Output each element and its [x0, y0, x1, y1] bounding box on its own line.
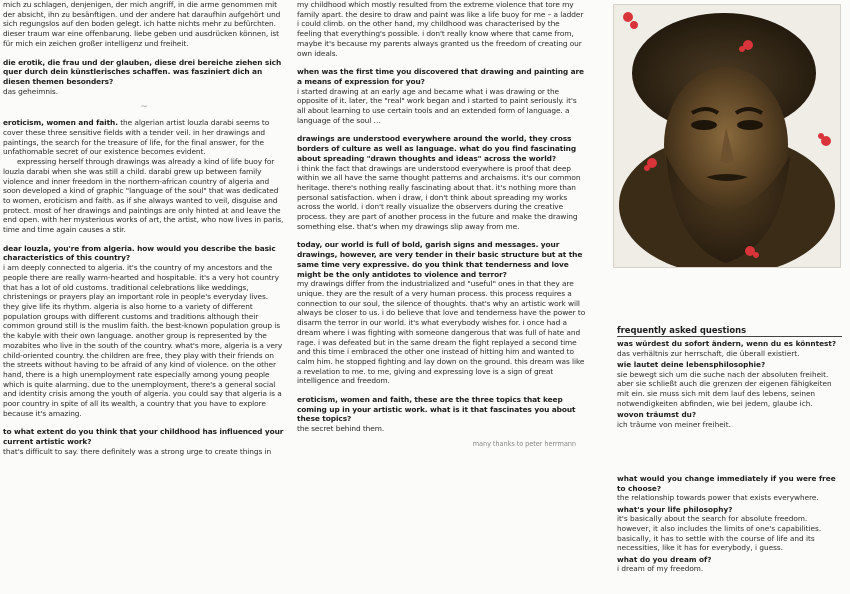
faq-en-question: what's your life philosophy?: [617, 504, 733, 514]
answer-1: i am deeply connected to algeria. it's the country of my ancestors and the people there are really warm-hearted and hospitable. it's a very hot country that has a lot of old customs. traditional celebrations like weddings, christenings or prayers play an important role in people's everyday lives. they give life its rhythm. algeria is also home to a variety of different population groups with different customs and traditions although their common ground still is the muslim faith. the best-known population group is the kabyle with their own language. another group is represented by the mozabites who live in the south of the country. what's more, algeria is a very child-oriented country. the children are free, they play with their friends on the streets without having to be afraid of any kind of violence. on the other hand, there is a high unemployment rate especially among young people which is quite alarming. due to the unemployment, there's a general social and identity crisis among the youth of algeria. you could say that algeria is a poor country in spite of all its wealth, a country that you have to explore because it's amazing.: [3, 263, 283, 418]
question-1: dear louzla, you're from algeria. how would you describe the basic characteristics of this country?: [3, 243, 276, 263]
faq-de-answer: sie bewegt sich um die suche nach der absoluten freiheit. aber sie schließt auch die grenzen der eigenen fähigkeiten mit ein. sie muss sich mit dem lauf des lebens, seinen notwendigkeiten abfinden, wie bei jedem, glaube ich.: [617, 369, 832, 408]
faq-de-item: [617, 410, 843, 429]
answer-6: the secret behind them.: [297, 424, 385, 434]
faq-en-item: [617, 474, 843, 503]
answer-4: i think the fact that drawings are understood everywhere is proof that deep within we all have the same thought patterns and archaisms. it's our common heritage. there's nothing really fascinating about that. it's nothing more than personal satisfaction. when i draw, i don't think about spreading my works across the world. i don't really visualize the observers during the creative process. they are part of another process in the future and make the drawing something else. that's when my drawings slip away from me.: [297, 163, 581, 231]
faq-en-question: what would you change immediately if you were free to choose?: [617, 474, 836, 493]
faq-de-item: [617, 360, 843, 408]
faq-en-answer: i dream of my freedom.: [617, 564, 704, 574]
question-2: to what extent do you think that your childhood has influenced your current artistic work?: [3, 427, 284, 447]
article-column-left: [3, 0, 285, 457]
artwork-portrait-image: [613, 4, 841, 268]
faq-de-question: wie lautet deine lebensphilosophie?: [617, 360, 766, 370]
lead-text: the algerian artist louzla darabi seems to cover these three sensitive fields with a tender veil. in her drawings and paintings, the search for the treasure of life, for the final answer, for the unfathomable secret of our existence becomes evident.: [3, 118, 270, 157]
lead-bold: eroticism, women and faith.: [3, 118, 118, 128]
question-5: today, our world is full of bold, garish signs and messages. your drawings, however, are very tender in their basic structure but at the same time very expressive. do you think that tenderness and love might be the only antidotes to violence and terror?: [297, 240, 583, 279]
answer-2-continued: my childhood which mostly resulted from the extreme violence that tore my family apart. the desire to draw and paint was like a life buoy for me – a ladder i could climb. on the other hand, my childhood was characterised by the feeling that everything's possible. i don't really know where that came from, maybe it's because my parents always granted us the freedom of creating our own ideals.: [297, 0, 584, 58]
question-6: eroticism, women and faith, these are the three topics that keep coming up in your artistic work. what is it that fascinates you about these topics?: [297, 395, 576, 424]
answer-5: my drawings differ from the industrialized and "useful" ones in that they are unique. they are the result of a very human process. this process requires a connection to our soul, the silence of thoughts. that's why an artistic work will always be closer to us. i do believe that love and tenderness have the power to disarm the terror in our world. it's what everybody wishes for. i once had a dream where i was fighting with someone dangerous that was full of hate and rage. i was defeated but in the same dream the fight replayed a second time and this time i embraced the other one instead of hitting him and wanted to calm him. he stopped fighting and lay down on the ground. this dream was like a revelation to me. to me, giving and expressing love is a sign of great intelligence and freedom.: [297, 279, 586, 386]
faq-de-question: was würdest du sofort ändern, wenn du es könntest?: [617, 339, 837, 348]
faq-de-item: [617, 339, 843, 358]
answer-german: das geheimnis.: [3, 86, 58, 96]
faq-en-item: [617, 505, 843, 553]
faq-german: [617, 339, 843, 431]
faq-english: [617, 474, 843, 576]
intro-paragraph: mich zu schlagen, denjenigen, der mich angriff, in die arme genommen mit der absicht, ihn zu besänftigen. und der andere hat daraufhin aufgehört und sich regungslos auf den boden gelegt. ich hatte nichts mehr zu befürchten. dieser traum war eine offenbarung. liebe geben und ausdrücken können, ist für mich ein zeichen großer intelligenz und freiheit.: [3, 0, 281, 48]
answer-3: i started drawing at an early age and became what i was drawing or the opposite of it. later, the "real" work began and i started to paint seriously. it's all about learning to use certain tools and an extended form of language. a language of the soul …: [297, 86, 577, 125]
faq-de-question: wovon träumst du?: [617, 410, 697, 420]
faq-title: frequently asked questions: [617, 325, 842, 337]
faq-de-answer: ich träume von meiner freiheit.: [617, 419, 731, 429]
faq-en-answer: it's basically about the search for absolute freedom. however, it also includes the limits of one's capabilities. basically, it has to settle with the course of life and its necessities, like it has for everybody, i guess.: [617, 514, 822, 553]
article-column-middle: [297, 0, 586, 450]
faq-en-item: [617, 555, 843, 574]
question-3: when was the first time you discovered that drawing and painting are a means of expression for you?: [297, 67, 584, 86]
lead-paragraph: [3, 118, 285, 157]
section-divider-tilde: ~: [140, 102, 148, 113]
faq-de-answer: das verhältnis zur herrschaft, die überall existiert.: [617, 348, 800, 358]
question-german: die erotik, die frau und der glauben, diese drei bereiche ziehen sich quer durch dein künstlerisches schaffen. was fasziniert dich an diesen themen besonders?: [3, 57, 282, 86]
faq-en-answer: the relationship towards power that exists everywhere.: [617, 493, 819, 503]
question-4: drawings are understood everywhere around the world, they cross borders of culture as well as language. what do you find fascinating about spreading "drawn thoughts and ideas" across the world?: [297, 134, 577, 163]
answer-2: that's difficult to say. there definitely was a strong urge to create things in: [3, 446, 272, 456]
faq-en-question: what do you dream of?: [617, 554, 712, 564]
credit-line: many thanks to peter herrmann: [472, 439, 576, 448]
lead-paragraph-2: expressing herself through drawings was already a kind of life buoy for louzla darabi when she was still a child. darabi grew up between family violence and inner freedom in the northern-african country of algeria and soon developed a kind of graphic "language of the soul" that was dedicated to women, eroticism and faith. as if she always wanted to veil, disguise and protect. most of her drawings and paintings are only hinted at and leave the end open. with her mysterious works of art, the artist, who now lives in paris, time and time again causes a stir.: [3, 157, 284, 235]
